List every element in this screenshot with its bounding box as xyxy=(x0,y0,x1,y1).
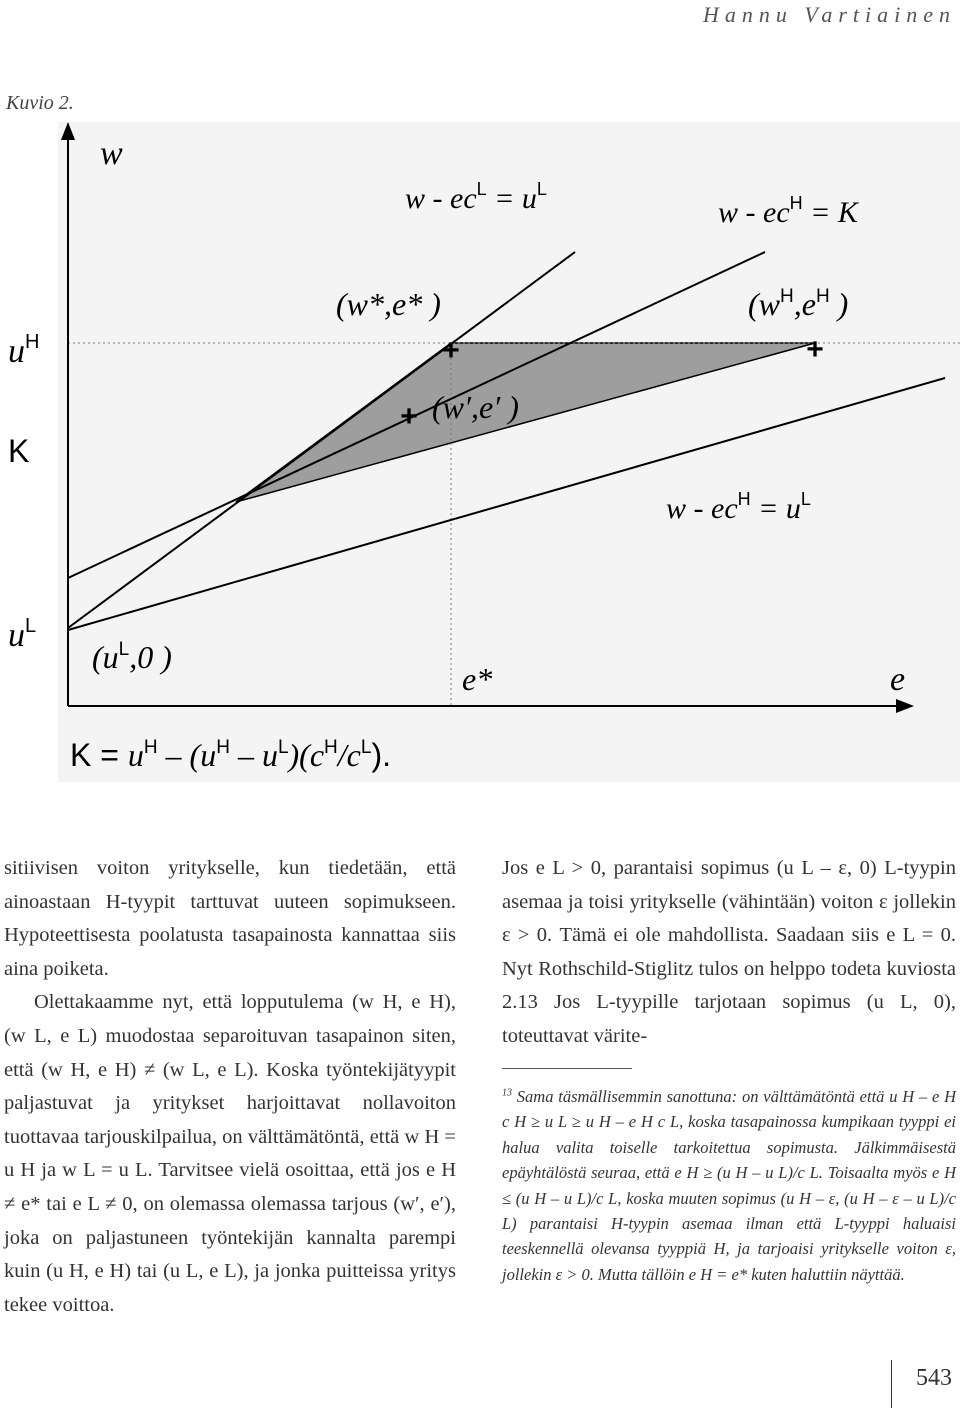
label-point-origin: ($u^L,0$ ) xyxy=(92,639,172,675)
formula-K: $K = u^H - (u^H - u^L)(c^H/c^L)$. xyxy=(70,737,391,773)
figure-caption: Kuvio 2. xyxy=(6,92,74,114)
y-axis-arrow xyxy=(61,122,75,140)
left-paragraph-1: sitiivisen voiton yritykselle, kun tiedetään, että ainoastaan H-tyypit tarttuvat uuteen sopimukseen. Hypoteettisesta poolatusta tasapainosta kannattaa siis aina poiketa. xyxy=(4,857,456,980)
x-tick-estar: e* xyxy=(462,661,493,697)
page-number: 543 xyxy=(916,1365,952,1391)
label-line-L-steep: $w - ec^L = u^L$ xyxy=(405,179,547,215)
left-column xyxy=(4,852,456,1322)
page-number-rule xyxy=(891,1360,892,1408)
label-line-H-upper: $w - ec^H = K$ xyxy=(718,193,858,229)
running-head: Hannu Vartiainen xyxy=(702,2,956,27)
footnote-text: Sama täsmällisemmin sanottuna: on välttämätöntä että u H – e H c H ≥ u L ≥ u H – e H c L, koska tasapainossa kumpikaan tyyppi ei halua valita toiselle tarkoitettua sopimusta. Jälkimmäisestä epäyhtälöstä seuraa, että e H ≥ (u H – u L)/c L. Toisaalta myös e H ≤ (u H – u L)/c L, koska muuten sopimus (u H – ε, (u H – ε – u L)/c L) parantaisi H-tyypin asemaa ilman että L-tyyppi haluaisi teeskennellä olevansa tyyppiä H, ja tarjoaisi yritykselle voiton ε, jollekin ε > 0. Mutta tällöin e H = e* kuten haluttiin näyttää. xyxy=(502,1087,956,1284)
y-tick-uH: $u^H$ xyxy=(8,331,40,370)
left-paragraph-2: Olettakaamme nyt, että lopputulema (w H, e H), (w L, e L) muodostaa separoituvan tasapainon siten, että (w H, e H) ≠ (w L, e L). Koska työntekijätyypit paljastuvat ja yritykset harjoittavat nollavoiton tuottavaa tarjouskilpailua, on välttämätöntä, että w H = u H ja w L = u L. Tarvitsee vielä osoittaa, että jos e H ≠ e* tai e L ≠ 0, on olemassa olemassa tarjous (w′, e′), joka on paljastuneen työntekijän kannalta parempi kuin (u H, e H) tai (u L, e L), ja jonka puitteissa yritys tekee voittoa. xyxy=(4,991,456,1316)
y-tick-K: K xyxy=(8,433,30,469)
shaded-region xyxy=(236,343,815,502)
right-column xyxy=(502,852,956,1054)
label-line-H-lower: $w - ec^H = u^L$ xyxy=(666,489,811,525)
marker-prime: + xyxy=(400,400,418,433)
y-tick-uL: $u^L$ xyxy=(8,615,37,654)
label-point-star: (w*,e* ) xyxy=(336,286,441,322)
label-point-prime: (w′,e′ ) xyxy=(432,389,519,425)
right-paragraph-1: Jos e L > 0, parantaisi sopimus (u L – ε, 0) L-tyypin asemaa ja toisi yritykselle (vähintään) voiton ε jollekin ε > 0. Tämä ei ole mahdollista. Saadaan siis e L = 0. Nyt Rothschild-Stiglitz tulos on helppo todeta kuviosta 2.13 Jos L-tyypille tarjotaan sopimus (u L, 0), toteuttavat värite- xyxy=(502,857,956,1047)
line-L-steep xyxy=(68,252,575,628)
footnote-number: 13 xyxy=(502,1087,512,1099)
marker-H: + xyxy=(806,333,824,366)
footnote xyxy=(502,1084,956,1287)
y-axis-label: w xyxy=(100,135,123,172)
x-axis-label: e xyxy=(890,661,906,698)
marker-star: + xyxy=(442,334,460,367)
label-point-H: ($w^H,e^H$ ) xyxy=(748,286,849,322)
x-axis-arrow xyxy=(896,699,914,713)
footnote-rule xyxy=(502,1068,632,1069)
